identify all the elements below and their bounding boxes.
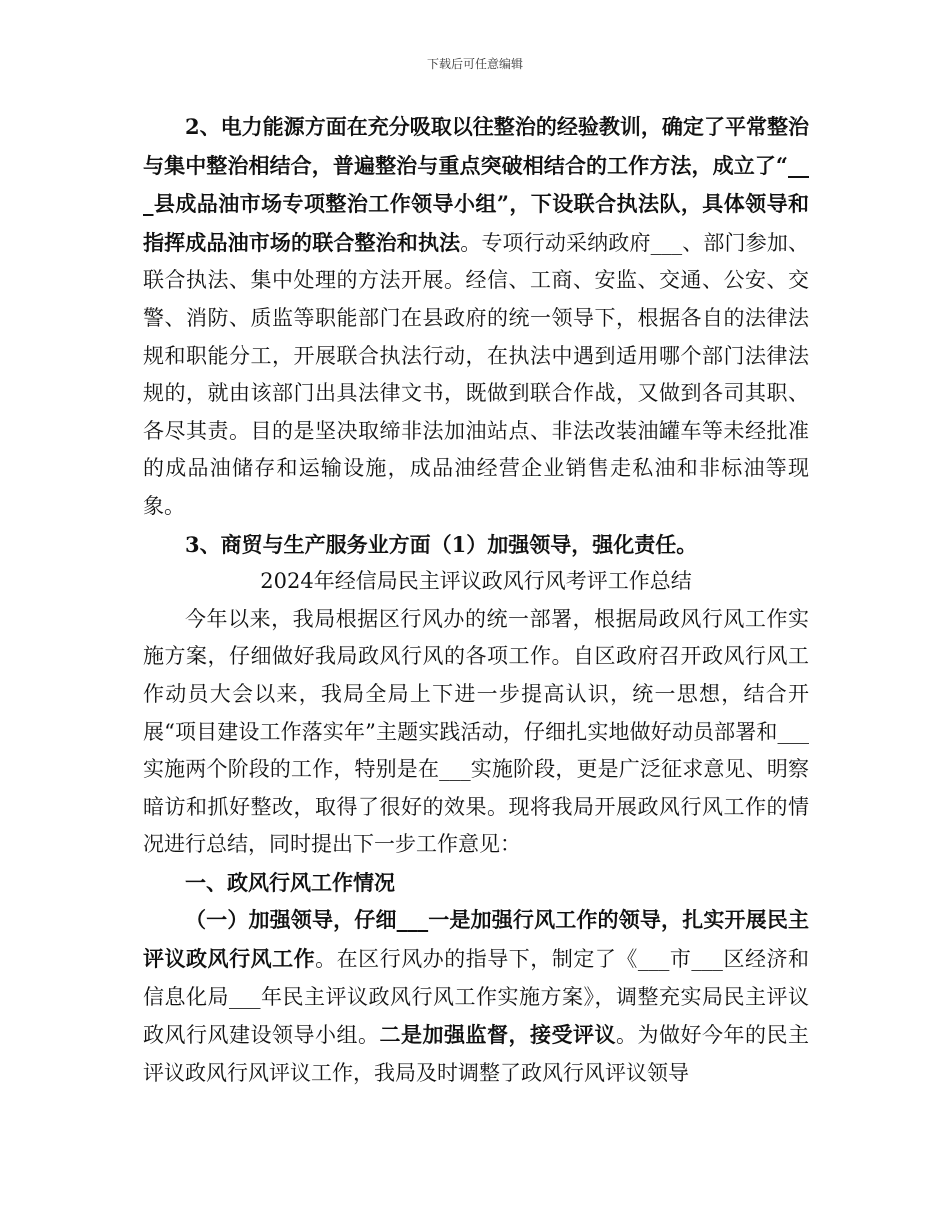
paragraph-commerce: 3、商贸与生产服务业方面（1）加强领导，强化责任。	[185, 531, 698, 557]
paragraph-leadership	[143, 901, 809, 1092]
document-title: 2024年经信局民主评议政风行风考评工作总结	[260, 569, 692, 594]
document-body	[143, 108, 809, 1092]
paragraph-electric-power	[143, 108, 809, 526]
paragraph-bold-text: 2、电力能源方面在充分吸取以往整治的经验教训，确定了平常整治与集中整治相结合，普遍整治与重点突破相结合的工作方法，成立了“___县成品油市场专项整治工作领导小组”，下设联合执法队，具体领导和指挥成品油市场的联合整治和执法	[143, 114, 809, 255]
paragraph-text: 。为做好今年的民主评议政风行风评议工作，我局及时调整了政风行风评议领导	[143, 1023, 809, 1085]
paragraph-bold-text: 二是加强监督，接受评议	[379, 1022, 616, 1048]
paragraph-text: 。在区行风办的指导下，制定了《___市___区经济和信息化局___年民主评议政风行风工作实施方案》，调整充实局民主评议政风行风建设领导小组。	[143, 947, 810, 1048]
paragraph-bold-text: （一）加强领导，仔细___一是加强行风工作的领导，扎实开展民主评议政风行风工作	[143, 907, 809, 972]
section-heading: 一、政风行风工作情况	[185, 869, 395, 895]
page-header: 下载后可任意编辑	[426, 57, 523, 71]
paragraph-intro: 今年以来，我局根据区行风办的统一部署，根据局政风行风工作实施方案，仔细做好我局政风行风的各项工作。自区政府召开政风行风工作动员大会以来，我局全局上下进一步提高认识，统一思想，结合开展“项目建设工作落实年”主题实践活动，仔细扎实地做好动员部署和___实施两个阶段的工作，特别是在___实施阶段，更是广泛征求意见、明察暗访和抓好整改，取得了很好的效果。现将我局开展政风行风工作的情况进行总结，同时提出下一步工作意见：	[143, 606, 809, 857]
paragraph-text: 。专项行动采纳政府___、部门参加、联合执法、集中处理的方法开展。经信、工商、安监、交通、公安、交警、消防、质监等职能部门在县政府的统一领导下，根据各自的法律法规和职能分工，开展联合执法行动，在执法中遇到适用哪个部门法律法规的，就由该部门出具法律文书，既做到联合作战，又做到各司其职、各尽其责。目的是坚决取缔非法加油站点、非法改装油罐车等未经批准的成品油储存和运输设施，成品油经营企业销售走私油和非标油等现象。	[143, 230, 809, 518]
